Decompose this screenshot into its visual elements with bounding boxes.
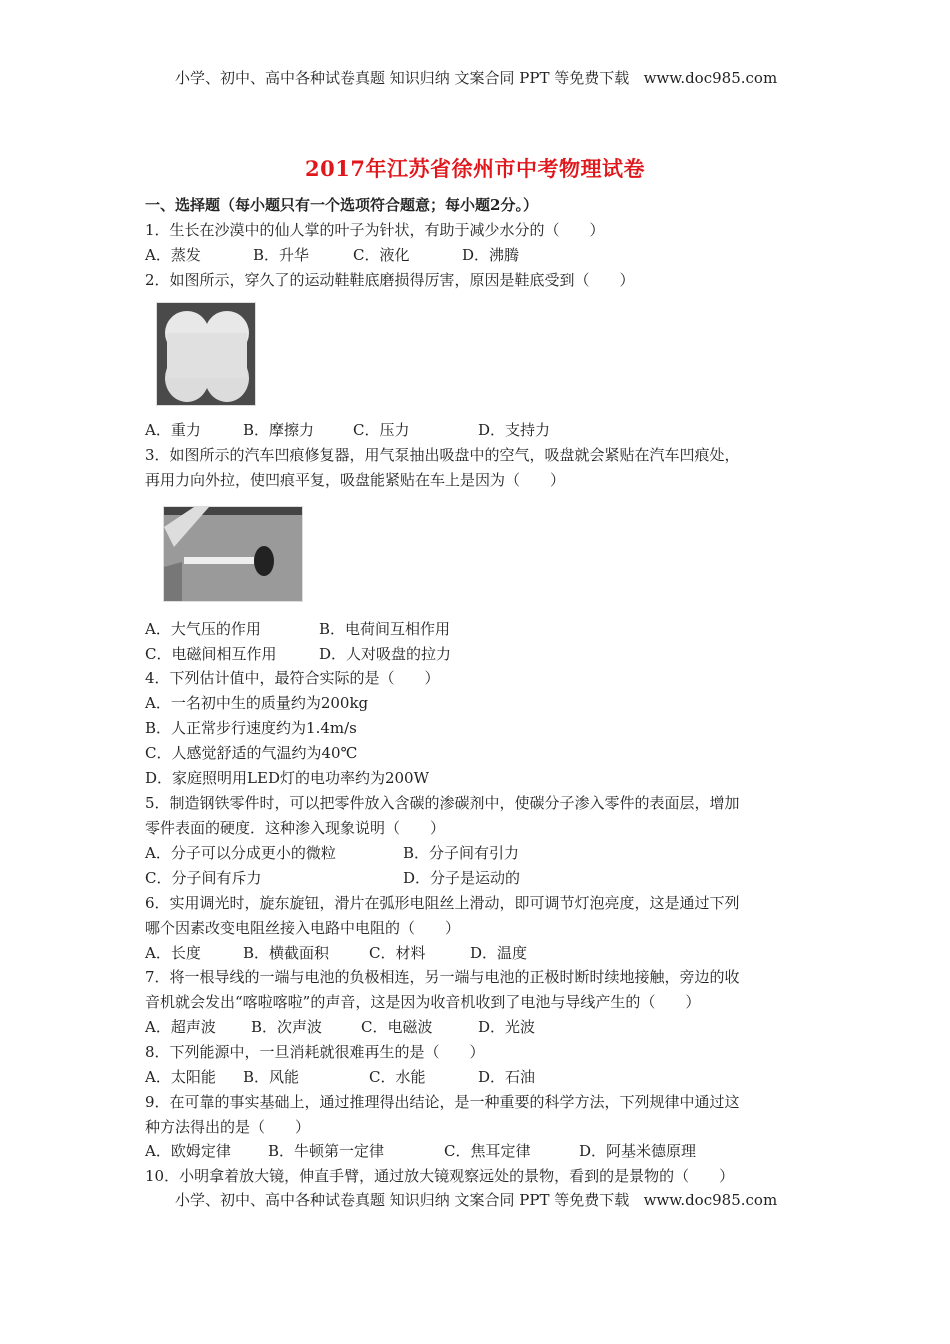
answer-option-c: C．材料 bbox=[369, 944, 426, 962]
answer-option-c: C．人感觉舒适的气温约为40℃ bbox=[145, 744, 358, 762]
answer-option-a: A．欧姆定律 bbox=[145, 1142, 231, 1160]
answer-option-a: A．太阳能 bbox=[145, 1068, 216, 1086]
answer-option-c: C．压力 bbox=[353, 421, 410, 439]
page-title: 2017年江苏省徐州市中考物理试卷 bbox=[305, 156, 645, 181]
header-url: www.doc985.com bbox=[643, 69, 778, 87]
answer-option-b: B．人正常步行速度约为1.4m/s bbox=[145, 719, 357, 737]
question-text: 2．如图所示，穿久了的运动鞋鞋底磨损得厉害，原因是鞋底受到（ ） bbox=[145, 271, 635, 289]
section-heading: 一、选择题（每小题只有一个选项符合题意；每小题2分。） bbox=[145, 196, 538, 214]
answer-option-a: A．分子可以分成更小的微粒 bbox=[145, 844, 336, 862]
question-text: 哪个因素改变电阻丝接入电路中电阻的（ ） bbox=[145, 919, 461, 937]
answer-option-a: A．一名初中生的质量约为200kg bbox=[145, 694, 369, 712]
answer-option-b: B．牛顿第一定律 bbox=[268, 1142, 385, 1160]
answer-option-d: D．石油 bbox=[478, 1068, 536, 1086]
answer-option-b: B．电荷间互相作用 bbox=[319, 620, 451, 638]
question-text: 7．将一根导线的一端与电池的负极相连，另一端与电池的正极时断时续地接触，旁边的收 bbox=[145, 968, 740, 986]
footer-text: 小学、初中、高中各种试卷真题 知识归纳 文案合同 PPT 等免费下载 bbox=[175, 1191, 630, 1209]
answer-option-a: A．蒸发 bbox=[145, 246, 201, 264]
answer-option-b: B．次声波 bbox=[251, 1018, 323, 1036]
dent-repair-picture bbox=[164, 507, 302, 601]
answer-option-a: A．大气压的作用 bbox=[145, 620, 261, 638]
answer-option-a: A．超声波 bbox=[145, 1018, 216, 1036]
answer-option-c: C．焦耳定律 bbox=[444, 1142, 531, 1160]
page-header bbox=[175, 68, 777, 88]
question-text: 零件表面的硬度．这种渗入现象说明（ ） bbox=[145, 819, 446, 837]
sneaker-soles-image bbox=[156, 302, 256, 406]
question-text: 5．制造钢铁零件时，可以把零件放入含碳的渗碳剂中，使碳分子渗入零件的表面层，增加 bbox=[145, 794, 740, 812]
answer-option-b: B．风能 bbox=[243, 1068, 300, 1086]
answer-option-c: C．电磁间相互作用 bbox=[145, 645, 277, 663]
question-text: 9．在可靠的事实基础上，通过推理得出结论，是一种重要的科学方法，下列规律中通过这 bbox=[145, 1093, 740, 1111]
answer-option-c: C．液化 bbox=[353, 246, 410, 264]
answer-option-c: C．水能 bbox=[369, 1068, 426, 1086]
question-text: 10．小明拿着放大镜，伸直手臂，通过放大镜观察远处的景物，看到的是景物的（ ） bbox=[145, 1167, 735, 1185]
question-text: 6．实用调光时，旋东旋钮，滑片在弧形电阻丝上滑动，即可调节灯泡亮度，这是通过下列 bbox=[145, 894, 740, 912]
question-text: 再用力向外拉，使凹痕平复，吸盘能紧贴在车上是因为（ ） bbox=[145, 471, 566, 489]
answer-option-d: D．分子是运动的 bbox=[403, 869, 521, 887]
answer-option-b: B．分子间有引力 bbox=[403, 844, 520, 862]
answer-option-d: D．人对吸盘的拉力 bbox=[319, 645, 452, 663]
question-text: 3．如图所示的汽车凹痕修复器，用气泵抽出吸盘中的空气，吸盘就会紧贴在汽车凹痕处， bbox=[145, 446, 740, 464]
page-footer bbox=[175, 1190, 777, 1210]
dent-repair-image bbox=[163, 506, 303, 602]
question-text: 种方法得出的是（ ） bbox=[145, 1118, 311, 1136]
answer-option-a: A．长度 bbox=[145, 944, 201, 962]
header-text: 小学、初中、高中各种试卷真题 知识归纳 文案合同 PPT 等免费下载 bbox=[175, 69, 630, 87]
answer-option-b: B．横截面积 bbox=[243, 944, 330, 962]
answer-option-d: D．家庭照明用LED灯的电功率约为200W bbox=[145, 769, 430, 787]
answer-option-d: D．阿基米德原理 bbox=[579, 1142, 697, 1160]
answer-option-a: A．重力 bbox=[145, 421, 201, 439]
answer-option-c: C．电磁波 bbox=[361, 1018, 433, 1036]
question-text: 8．下列能源中，一旦消耗就很难再生的是（ ） bbox=[145, 1043, 485, 1061]
question-text: 音机就会发出“喀啦喀啦”的声音，这是因为收音机收到了电池与导线产生的（ ） bbox=[145, 993, 701, 1011]
answer-option-d: D．温度 bbox=[470, 944, 528, 962]
answer-option-b: B．摩擦力 bbox=[243, 421, 315, 439]
answer-option-d: D．沸腾 bbox=[462, 246, 520, 264]
question-text: 1．生长在沙漠中的仙人掌的叶子为针状，有助于减少水分的（ ） bbox=[145, 221, 605, 239]
footer-url: www.doc985.com bbox=[643, 1191, 778, 1209]
question-text: 4．下列估计值中，最符合实际的是（ ） bbox=[145, 669, 440, 687]
sneaker-soles-picture bbox=[157, 303, 255, 405]
answer-option-c: C．分子间有斥力 bbox=[145, 869, 262, 887]
answer-option-d: D．支持力 bbox=[478, 421, 551, 439]
answer-option-d: D．光波 bbox=[478, 1018, 536, 1036]
answer-option-b: B．升华 bbox=[253, 246, 310, 264]
